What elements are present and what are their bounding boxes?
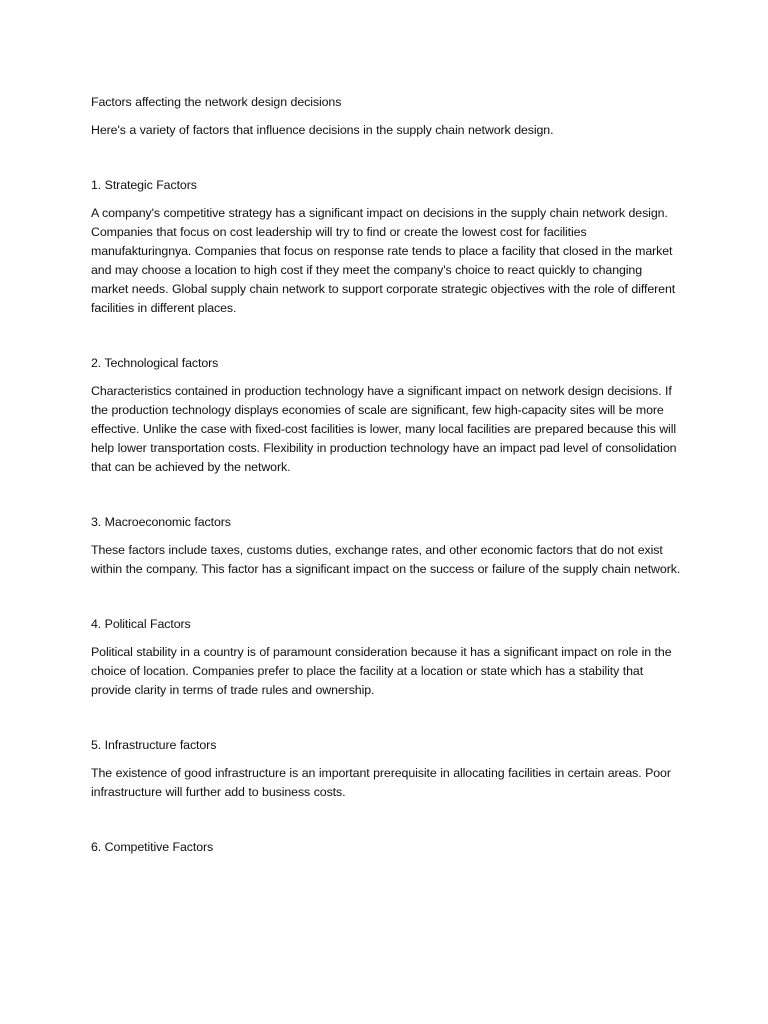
section-body-technological: Characteristics contained in production technology have a significant impact on network design decisions. If the production technology displays economies of scale are significant, few high-capacity sites will be more effective. Unlike the case with fixed-cost facilities is lower, many local facilities are prepared because this will help lower transportation costs. Flexibility in production technology have an impact pad level of consolidation that can be achieved by the network. xyxy=(91,384,677,474)
document-intro: Here's a variety of factors that influence decisions in the supply chain network design. xyxy=(91,123,554,137)
section-body-strategic: A company's competitive strategy has a significant impact on decisions in the supply chain network design. Companies that focus on cost leadership will try to find or create the lowest cost for facilities manufakturingnya. Companies that focus on response rate tends to place a facility that closed in the market and may choose a location to high cost if they meet the company's choice to react quickly to changing market needs. Global supply chain network to support corporate strategic objectives with the role of different facilities in different places. xyxy=(91,206,676,315)
section-body-macroeconomic: These factors include taxes, customs duties, exchange rates, and other economic factors that do not exist within the company. This factor has a significant impact on the success or failure of the supply chain network. xyxy=(91,543,681,576)
section-heading-technological: 2. Technological factors xyxy=(91,356,219,370)
document-title: Factors affecting the network design decisions xyxy=(91,95,342,109)
section-heading-macroeconomic: 3. Macroeconomic factors xyxy=(91,515,231,529)
section-heading-political: 4. Political Factors xyxy=(91,617,191,631)
section-heading-competitive: 6. Competitive Factors xyxy=(91,840,214,854)
section-heading-infrastructure: 5. Infrastructure factors xyxy=(91,738,217,752)
document-content xyxy=(91,93,681,857)
section-body-infrastructure: The existence of good infrastructure is an important prerequisite in allocating facilities in certain areas. Poor infrastructure will further add to business costs. xyxy=(91,766,671,799)
section-heading-strategic: 1. Strategic Factors xyxy=(91,178,197,192)
section-body-political: Political stability in a country is of paramount consideration because it has a significant impact on role in the choice of location. Companies prefer to place the facility at a location or state which has a stability that provide clarity in terms of trade rules and ownership. xyxy=(91,645,672,697)
